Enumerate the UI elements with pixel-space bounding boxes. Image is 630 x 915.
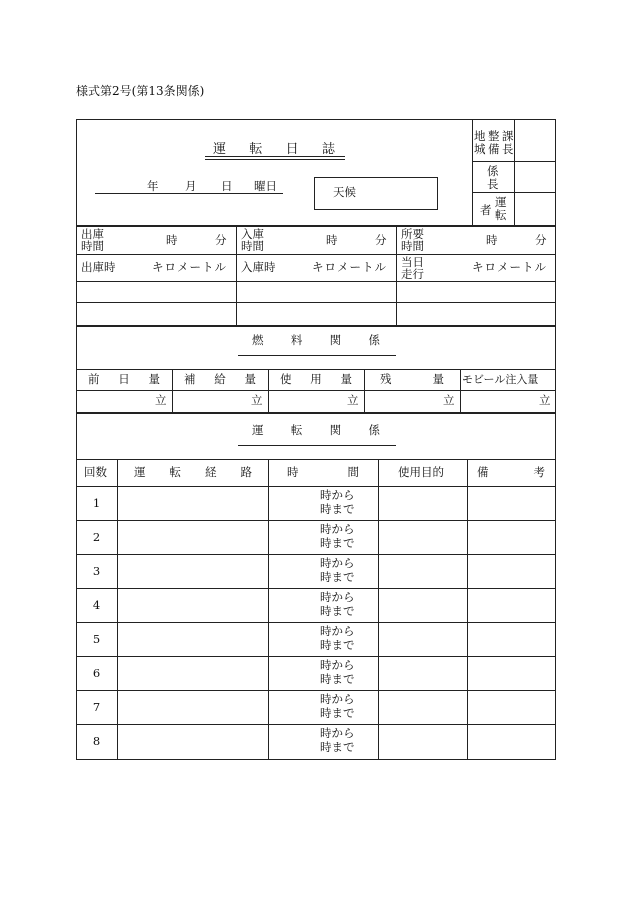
title-char-2: 転 xyxy=(249,142,263,157)
op-row-purpose-cell[interactable] xyxy=(379,589,466,621)
op-row-purpose-cell[interactable] xyxy=(379,691,466,723)
section-chief-stamp[interactable] xyxy=(516,121,555,160)
fuel-col-divider-3 xyxy=(364,369,365,412)
time-char-1: 時 xyxy=(287,465,299,479)
op-header-time xyxy=(287,466,359,479)
title-char-1: 運 xyxy=(213,142,227,157)
route-char-1: 運 xyxy=(134,465,146,479)
fuel-col-divider-1 xyxy=(172,369,173,412)
op-row-purpose-cell[interactable] xyxy=(379,623,466,655)
op-row-number: 1 xyxy=(92,496,101,510)
refill-char-3: 量 xyxy=(244,372,256,386)
fuel-title-char-2: 料 xyxy=(290,333,303,347)
prev-char-2: 日 xyxy=(118,372,130,386)
required-label-line2: 時間 xyxy=(401,239,424,253)
section-chief-col2: 整備 xyxy=(488,129,500,156)
approval-left-border xyxy=(472,119,473,225)
fuel-title-underline xyxy=(238,355,396,356)
required-hour: 時 xyxy=(486,233,498,247)
date-day: 日 xyxy=(221,179,233,193)
fuel-header-prev xyxy=(88,373,160,386)
op-row-number: 7 xyxy=(92,700,101,714)
depart-minute: 分 xyxy=(215,233,227,247)
fuel-header-mobil: モビール注入量 xyxy=(462,373,539,386)
fuel-unit-refill: 立 xyxy=(251,393,263,407)
op-row-route-cell[interactable] xyxy=(118,555,267,587)
op-col-divider-2 xyxy=(268,459,269,760)
date-underline xyxy=(95,193,283,194)
depart-label-line1: 出庫 xyxy=(81,227,104,241)
op-row-time-from: 時から xyxy=(320,590,355,604)
op-row-time-to: 時まで xyxy=(320,536,355,550)
op-row-time-to: 時まで xyxy=(320,638,355,652)
op-title-char-4: 係 xyxy=(368,423,380,437)
op-row-time-to: 時まで xyxy=(320,740,355,754)
section-chief-col1: 地城 xyxy=(474,129,486,156)
fuel-unit-remaining: 立 xyxy=(443,393,455,407)
op-row-time-from: 時から xyxy=(320,522,355,536)
time-char-2: 間 xyxy=(347,465,359,479)
op-row-remarks-cell[interactable] xyxy=(468,555,555,587)
op-row-time-to: 時まで xyxy=(320,706,355,720)
prev-char-1: 前 xyxy=(88,372,100,386)
fuel-unit-mobil: 立 xyxy=(539,393,551,407)
used-char-3: 量 xyxy=(340,372,352,386)
time-col-divider-1 xyxy=(236,225,237,325)
op-row-time-to: 時まで xyxy=(320,570,355,584)
op-row-remarks-cell[interactable] xyxy=(468,589,555,621)
fuel-col-divider-2 xyxy=(268,369,269,412)
op-row-number: 5 xyxy=(92,632,101,646)
daily-km-label xyxy=(401,256,424,280)
return-hour: 時 xyxy=(326,233,338,247)
required-time-label xyxy=(401,228,424,252)
chief-stamp[interactable] xyxy=(516,163,555,191)
fuel-title-char-4: 係 xyxy=(368,333,380,347)
daily-label-line1: 当日 xyxy=(401,255,424,269)
op-row-purpose-cell[interactable] xyxy=(379,487,466,519)
op-row-remarks-cell[interactable] xyxy=(468,487,555,519)
return-label-line2: 時間 xyxy=(241,239,264,253)
op-title-char-2: 転 xyxy=(290,423,303,437)
op-row-route-cell[interactable] xyxy=(118,725,267,757)
op-row-purpose-cell[interactable] xyxy=(379,657,466,689)
date-year: 年 xyxy=(147,179,159,193)
op-row-time-to: 時まで xyxy=(320,502,355,516)
return-km-label: 入庫時 xyxy=(241,260,276,274)
fuel-title-char-1: 燃 xyxy=(252,333,264,347)
op-row-time-to: 時まで xyxy=(320,604,355,618)
approval-row-divider-2 xyxy=(472,192,556,193)
approval-row-divider-1 xyxy=(472,161,556,162)
operation-section-title xyxy=(252,424,380,437)
op-row-time-from: 時から xyxy=(320,488,355,502)
remarks-char-1: 備 xyxy=(477,465,489,479)
op-header-route xyxy=(134,466,252,479)
title-underline-2 xyxy=(205,159,345,160)
required-label-line1: 所要 xyxy=(401,227,424,241)
op-row-route-cell[interactable] xyxy=(118,691,267,723)
fuel-title-char-3: 関 xyxy=(329,333,342,347)
op-row-remarks-cell[interactable] xyxy=(468,691,555,723)
required-minute: 分 xyxy=(535,233,547,247)
op-row-remarks-cell[interactable] xyxy=(468,521,555,553)
fuel-header-remaining xyxy=(380,373,444,386)
op-row-route-cell[interactable] xyxy=(118,487,267,519)
form-label: 様式第2号(第13条関係) xyxy=(76,84,205,98)
weather-label: 天候 xyxy=(333,185,356,199)
title-char-3: 日 xyxy=(285,142,299,157)
km-row-divider xyxy=(76,281,556,282)
op-row-purpose-cell[interactable] xyxy=(379,555,466,587)
op-title-char-3: 関 xyxy=(329,423,342,437)
fuel-section-top xyxy=(76,325,556,327)
op-row-time-from: 時から xyxy=(320,692,355,706)
fuel-header-refill xyxy=(184,373,256,386)
fuel-col-divider-4 xyxy=(460,369,461,412)
depart-hour: 時 xyxy=(166,233,178,247)
op-row-number: 8 xyxy=(92,734,101,748)
fuel-header-top xyxy=(76,369,556,370)
op-row-time-from: 時から xyxy=(320,658,355,672)
approval-mid-border xyxy=(514,119,515,225)
op-title-char-1: 運 xyxy=(252,423,264,437)
op-row-time-from: 時から xyxy=(320,556,355,570)
blank-row-divider xyxy=(76,302,556,303)
route-char-4: 路 xyxy=(240,465,252,479)
op-row-route-cell[interactable] xyxy=(118,623,267,655)
op-row-route-cell[interactable] xyxy=(118,589,267,621)
op-row-time-to: 時まで xyxy=(320,672,355,686)
section-chief-col3: 課長 xyxy=(502,129,514,156)
return-label-line1: 入庫 xyxy=(241,227,264,241)
fuel-header-bottom xyxy=(76,390,556,391)
op-row-number: 4 xyxy=(92,598,101,612)
depart-km-unit: キロメートル xyxy=(152,260,227,274)
route-char-2: 転 xyxy=(169,465,181,479)
op-row-number: 6 xyxy=(92,666,101,680)
depart-label-line2: 時間 xyxy=(81,239,104,253)
refill-char-2: 給 xyxy=(214,372,226,386)
operation-header-top xyxy=(76,459,556,460)
depart-km-label: 出庫時 xyxy=(81,260,116,274)
op-header-purpose: 使用目的 xyxy=(398,465,444,479)
op-row-remarks-cell[interactable] xyxy=(468,623,555,655)
title-char-4: 誌 xyxy=(321,142,335,157)
driver-stamp[interactable] xyxy=(516,194,555,224)
prev-char-3: 量 xyxy=(148,372,160,386)
used-char-1: 使 xyxy=(280,372,292,386)
journal-title xyxy=(213,143,335,156)
date-weekday: 曜日 xyxy=(254,179,277,193)
remarks-char-2: 考 xyxy=(533,465,545,479)
section-chief-label xyxy=(474,130,514,156)
remaining-char-1: 残 xyxy=(380,372,392,386)
op-row-purpose-cell[interactable] xyxy=(379,521,466,553)
op-row-remarks-cell[interactable] xyxy=(468,725,555,757)
op-header-count: 回数 xyxy=(84,465,107,479)
route-char-3: 経 xyxy=(205,465,217,479)
op-row-remarks-cell[interactable] xyxy=(468,657,555,689)
date-month: 月 xyxy=(185,179,197,193)
driver-label-left: 者 xyxy=(480,203,492,217)
op-row-route-cell[interactable] xyxy=(118,657,267,689)
operation-section-top xyxy=(76,412,556,414)
return-minute: 分 xyxy=(375,233,387,247)
daily-km-unit: キロメートル xyxy=(472,260,547,274)
op-row-purpose-cell[interactable] xyxy=(379,725,466,757)
fuel-unit-prev: 立 xyxy=(155,393,167,407)
fuel-section-title xyxy=(252,334,380,347)
fuel-header-used xyxy=(280,373,352,386)
depart-time-label xyxy=(81,228,104,252)
time-col-divider-2 xyxy=(396,225,397,325)
refill-char-1: 補 xyxy=(184,372,196,386)
used-char-2: 用 xyxy=(310,372,322,386)
op-row-time-from: 時から xyxy=(320,726,355,740)
op-header-remarks xyxy=(477,466,545,479)
fuel-unit-used: 立 xyxy=(347,393,359,407)
title-underline-1 xyxy=(205,156,345,157)
remaining-char-2: 量 xyxy=(432,372,444,386)
daily-label-line2: 走行 xyxy=(401,267,424,281)
op-row-time-from: 時から xyxy=(320,624,355,638)
driver-label-right: 運転 xyxy=(495,195,507,222)
time-row-divider xyxy=(76,254,556,255)
operation-title-underline xyxy=(238,445,396,446)
op-row-number: 2 xyxy=(92,530,101,544)
op-row-route-cell[interactable] xyxy=(118,521,267,553)
return-time-label xyxy=(241,228,264,252)
op-row-number: 3 xyxy=(92,564,101,578)
chief-label: 係長 xyxy=(487,164,499,191)
return-km-unit: キロメートル xyxy=(312,260,387,274)
time-section-top xyxy=(76,225,556,227)
